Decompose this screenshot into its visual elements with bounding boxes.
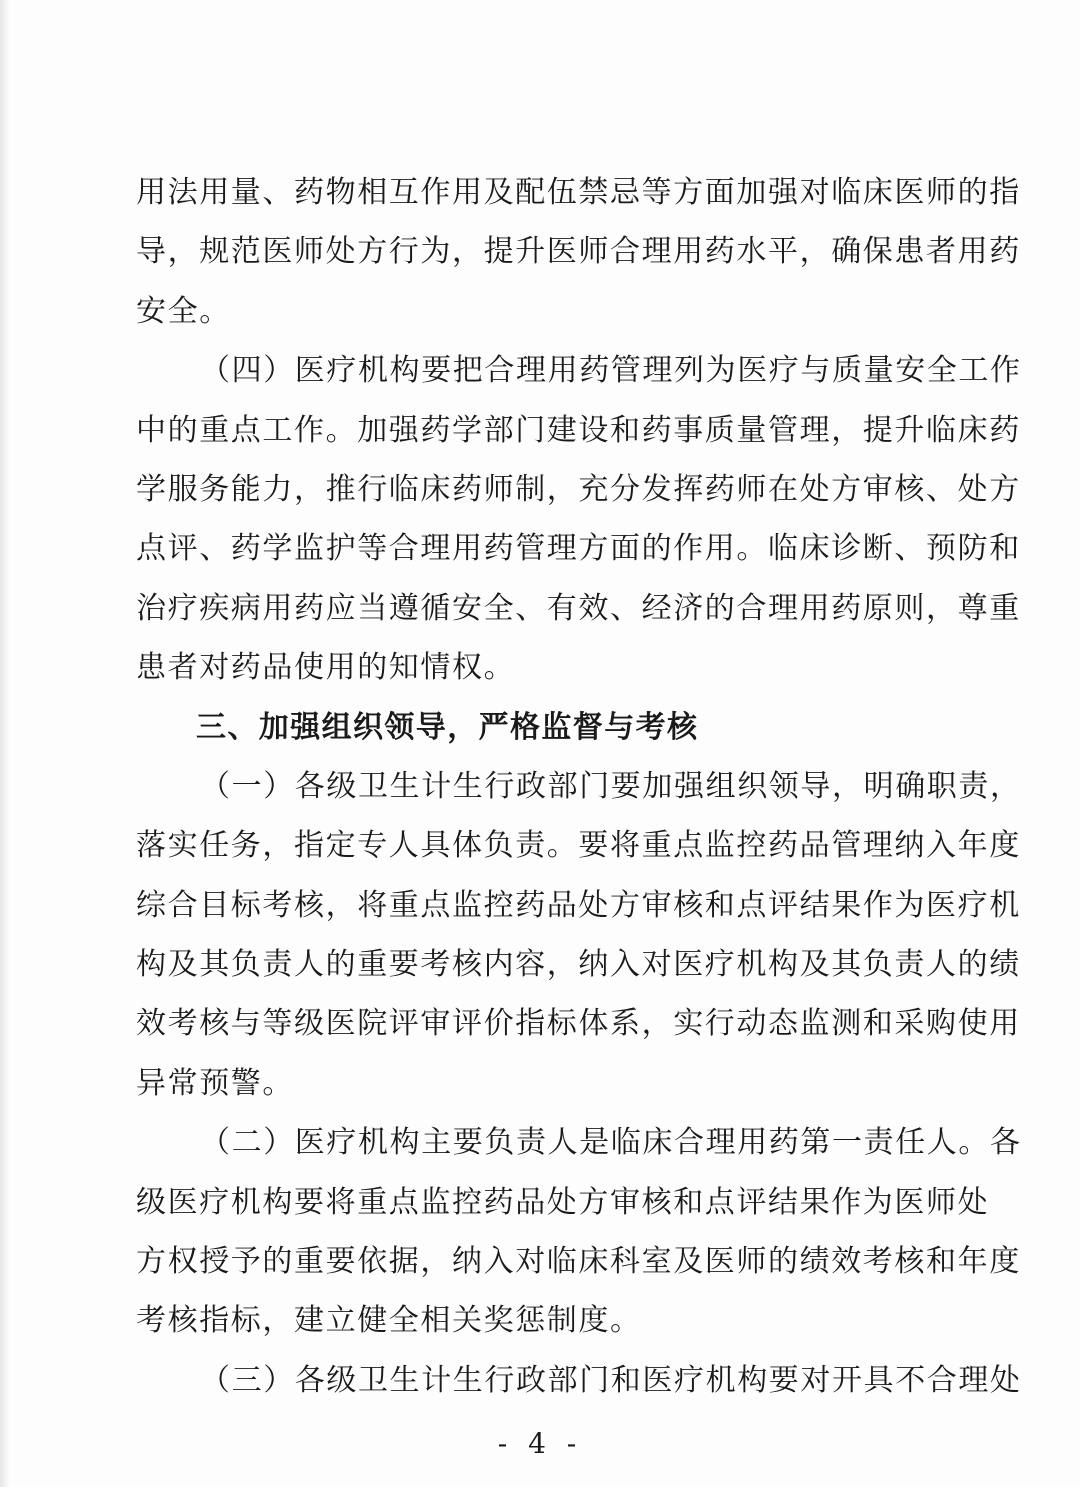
text-line: 异常预警。 [136, 1065, 294, 1101]
text-line: 构及其负责人的重要考核内容，纳入对医疗机构及其负责人的绩 [136, 947, 1021, 983]
paragraph-start-line: （三）各级卫生计生行政部门和医疗机构要对开具不合理处 [200, 1362, 1022, 1398]
text-line: 考核指标，建立健全相关奖惩制度。 [136, 1303, 642, 1339]
text-line: 效考核与等级医院评审评价指标体系，实行动态监测和采购使用 [136, 1006, 1021, 1042]
text-line: 方权授予的重要依据，纳入对临床科室及医师的绩效考核和年度 [136, 1244, 1021, 1280]
text-line: 级医疗机构要将重点监控药品处方审核和点评结果作为医师处 [136, 1184, 990, 1220]
text-line: 用法用量、药物相互作用及配伍禁忌等方面加强对临床医师的指 [136, 175, 1021, 210]
section-heading: 三、加强组织领导，严格监督与考核 [196, 709, 699, 745]
text-line: 导，规范医师处方行为，提升医师合理用药水平，确保患者用药 [136, 234, 1021, 270]
text-line: 治疗疾病用药应当遵循安全、有效、经济的合理用药原则，尊重 [136, 590, 1021, 626]
page-edge-shadow [0, 0, 10, 1487]
text-line: 综合目标考核，将重点监控药品处方审核和点评结果作为医疗机 [136, 887, 1021, 923]
body-text [136, 163, 1022, 1410]
text-line: 点评、药学监护等合理用药管理方面的作用。临床诊断、预防和 [136, 531, 1021, 567]
text-line: 学服务能力，推行临床药师制，充分发挥药师在处方审核、处方 [136, 471, 1021, 507]
text-line: 中的重点工作。加强药学部门建设和药事质量管理，提升临床药 [136, 412, 1021, 448]
paragraph-start-line: （四）医疗机构要把合理用药管理列为医疗与质量安全工作 [200, 353, 1022, 389]
text-line: 落实任务，指定专人具体负责。要将重点监控药品管理纳入年度 [136, 828, 1021, 864]
text-line: 安全。 [136, 293, 231, 329]
page-number: - 4 - [497, 1427, 583, 1460]
paragraph-start-line: （二）医疗机构主要负责人是临床合理用药第一责任人。各 [200, 1125, 1022, 1161]
text-line: 患者对药品使用的知情权。 [136, 650, 516, 686]
paragraph-start-line: （一）各级卫生计生行政部门要加强组织领导，明确职责， [200, 768, 1022, 804]
